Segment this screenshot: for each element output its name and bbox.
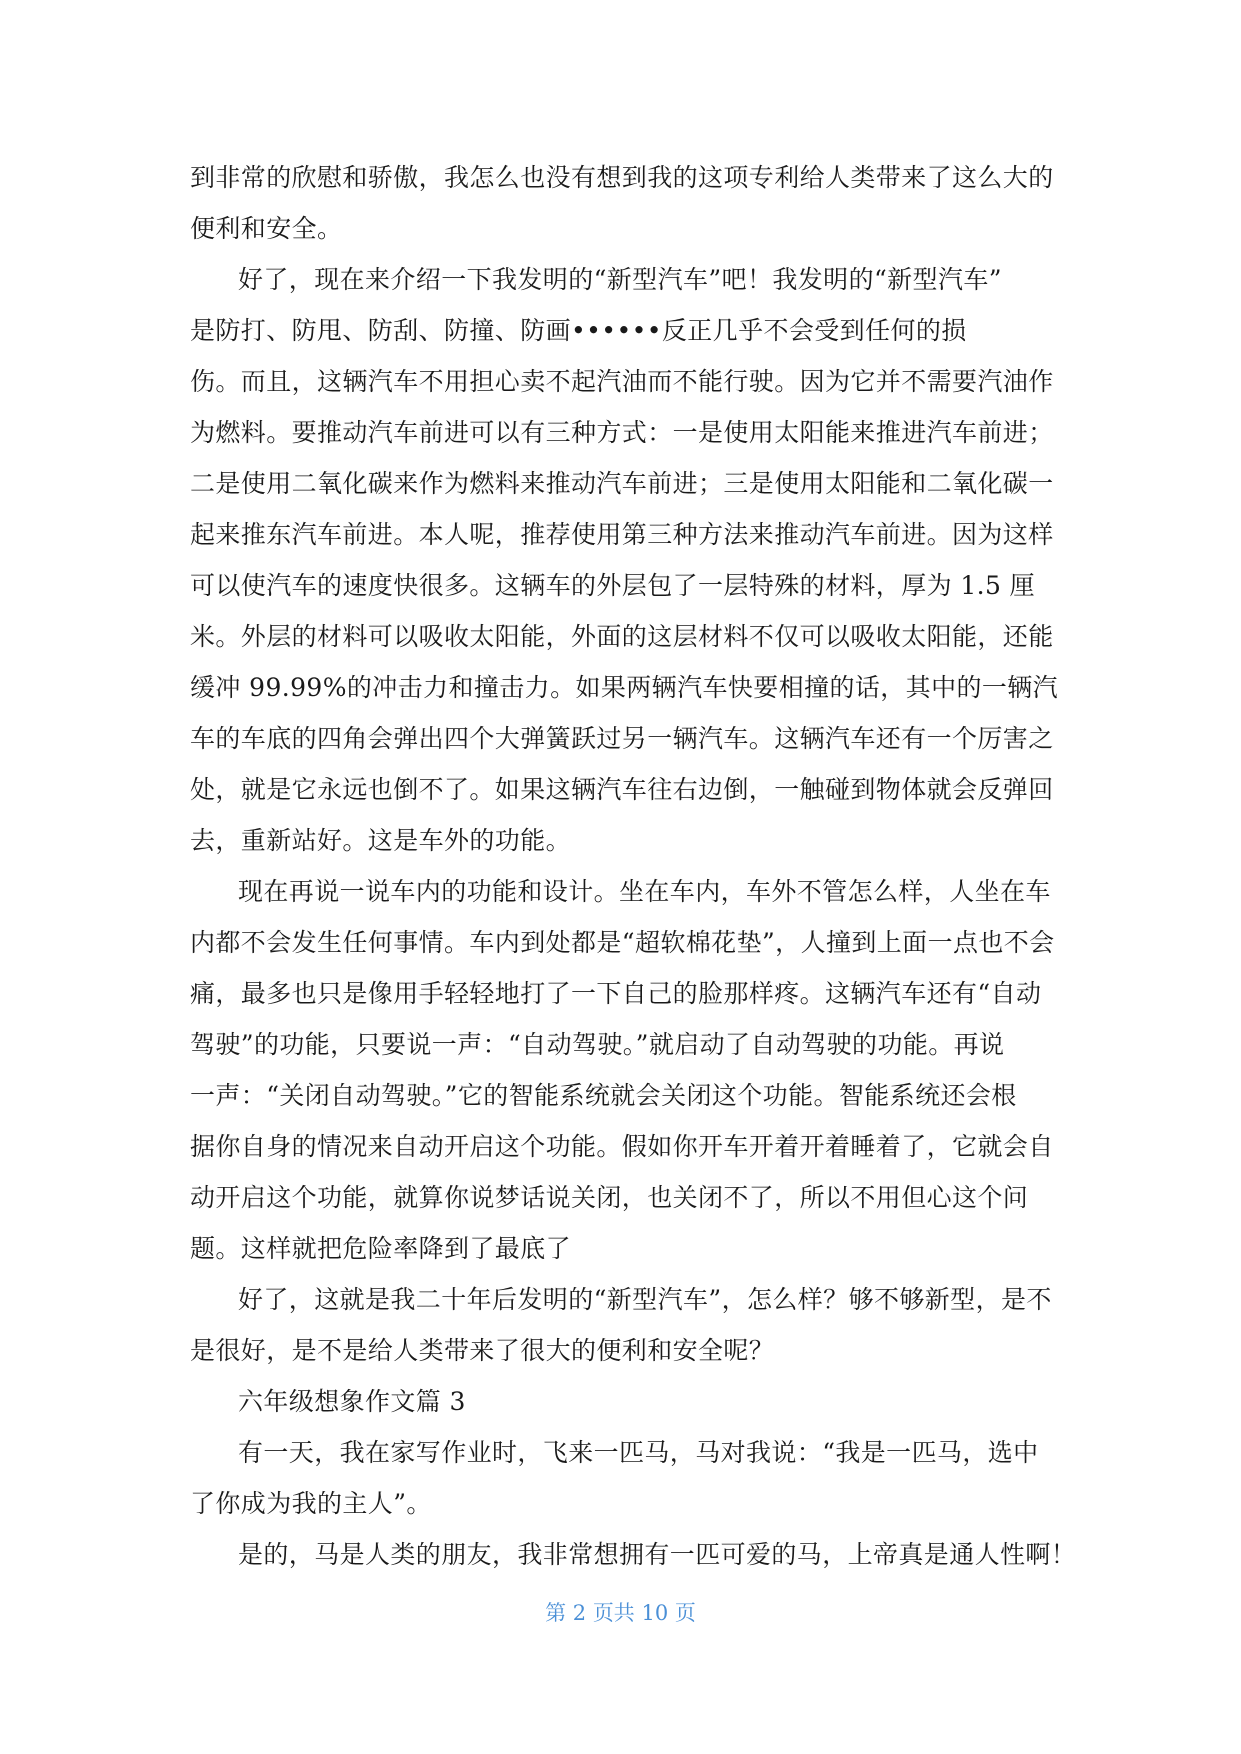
paragraph-start-line: 好了，这就是我二十年后发明的“新型汽车”，怎么样？够不够新型，是不 — [238, 1285, 1052, 1314]
text-line: 便利和安全。 — [190, 214, 343, 243]
text-line: 米。外层的材料可以吸收太阳能，外面的这层材料不仅可以吸收太阳能，还能 — [190, 622, 1054, 651]
text-line: 去，重新站好。这是车外的功能。 — [190, 826, 572, 855]
text-line: 是很好，是不是给人类带来了很大的便利和安全呢？ — [190, 1336, 775, 1365]
text-line: 车的车底的四角会弹出四个大弹簧跃过另一辆汽车。这辆汽车还有一个厉害之 — [190, 724, 1054, 753]
paragraph-start-line: 好了，现在来介绍一下我发明的“新型汽车”吧！我发明的“新型汽车” — [238, 265, 1002, 294]
page-label-prefix: 第 — [545, 1601, 567, 1625]
text-line: 题。这样就把危险率降到了最底了 — [190, 1234, 572, 1263]
text-line: 内都不会发生任何事情。车内到处都是“超软棉花垫”，人撞到上面一点也不会 — [190, 928, 1055, 957]
paragraph-start-line: 有一天，我在家写作业时，飞来一匹马，马对我说：“我是一匹马，选中 — [238, 1438, 1039, 1467]
text-line: 据你自身的情况来自动开启这个功能。假如你开车开着开着睡着了，它就会自 — [190, 1132, 1054, 1161]
text-line: 了你成为我的主人”。 — [190, 1489, 432, 1518]
text-line: 动开启这个功能，就算你说梦话说关闭，也关闭不了，所以不用但心这个问 — [190, 1183, 1029, 1212]
text-line: 为燃料。要推动汽车前进可以有三种方式：一是使用太阳能来推进汽车前进； — [190, 418, 1054, 447]
text-line: 起来推东汽车前进。本人呢，推荐使用第三种方法来推动汽车前进。因为这样 — [190, 520, 1054, 549]
page-label-suffix: 页 — [674, 1601, 696, 1625]
text-line: 到非常的欣慰和骄傲，我怎么也没有想到我的这项专利给人类带来了这么大的 — [190, 163, 1054, 192]
paragraph-start-line: 是的，马是人类的朋友，我非常想拥有一匹可爱的马，上帝真是通人性啊！ — [238, 1540, 1077, 1569]
text-line: 是防打、防甩、防刮、防撞、防画••••••反正几乎不会受到任何的损 — [190, 316, 967, 345]
text-line: 二是使用二氧化碳来作为燃料来推动汽车前进；三是使用太阳能和二氧化碳一 — [190, 469, 1054, 498]
text-line: 伤。而且，这辆汽车不用担心卖不起汽油而不能行驶。因为它并不需要汽油作 — [190, 367, 1054, 396]
text-line: 缓冲 99.99%的冲击力和撞击力。如果两辆汽车快要相撞的话，其中的一辆汽 — [190, 673, 1059, 702]
page-footer — [0, 1597, 1241, 1627]
page-label-mid: 页共 — [592, 1601, 635, 1625]
text-line: 驾驶”的功能，只要说一声：“自动驾驶。”就启动了自动驾驶的功能。再说 — [190, 1030, 1005, 1059]
current-page-number: 2 — [572, 1601, 587, 1625]
text-line: 痛，最多也只是像用手轻轻地打了一下自己的脸那样疼。这辆汽车还有“自动 — [190, 979, 1042, 1008]
text-line: 一声：“关闭自动驾驶。”它的智能系统就会关闭这个功能。智能系统还会根 — [190, 1081, 1017, 1110]
paragraph-start-line: 现在再说一说车内的功能和设计。坐在车内，车外不管怎么样，人坐在车 — [238, 877, 1051, 906]
section-heading: 六年级想象作文篇 3 — [238, 1387, 466, 1416]
text-line: 可以使汽车的速度快很多。这辆车的外层包了一层特殊的材料，厚为 1.5 厘 — [190, 571, 1036, 600]
text-line: 处，就是它永远也倒不了。如果这辆汽车往右边倒，一触碰到物体就会反弹回 — [190, 775, 1054, 804]
total-pages-number: 10 — [641, 1601, 669, 1625]
document-body — [190, 152, 1077, 1580]
